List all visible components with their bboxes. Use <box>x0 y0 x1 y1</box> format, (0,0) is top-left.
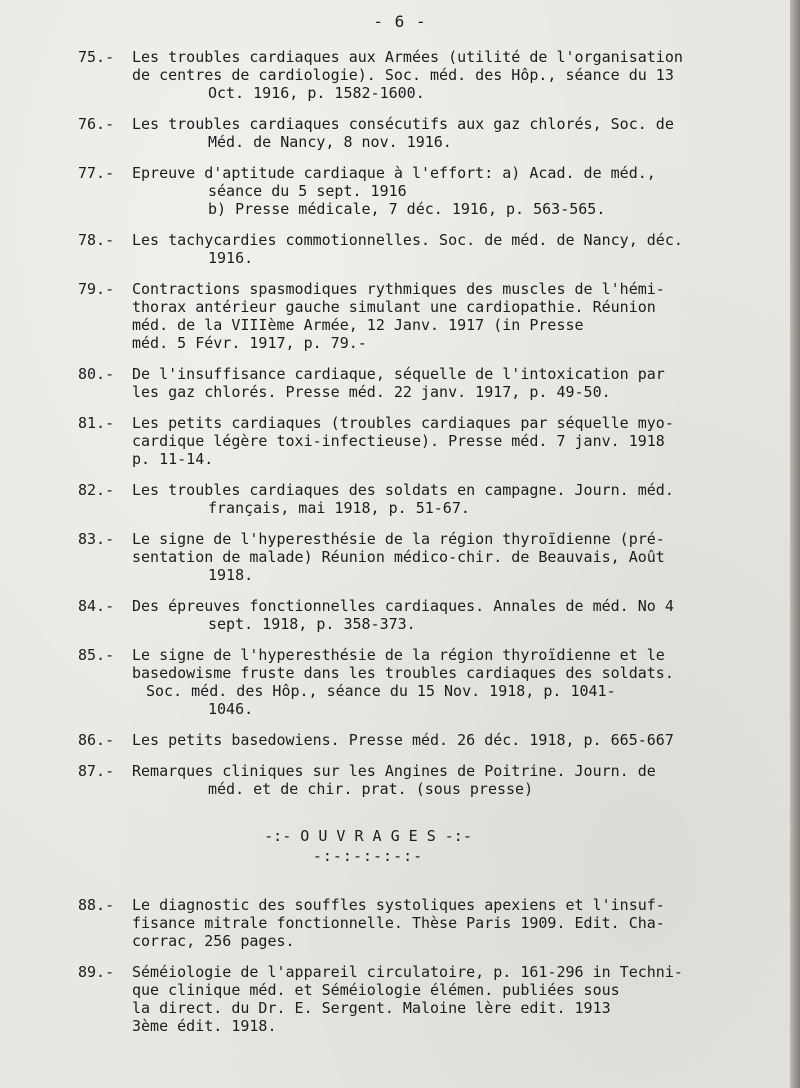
books-list <box>78 896 778 1035</box>
entry-line: b) Presse médicale, 7 déc. 1916, p. 563-565. <box>208 200 606 218</box>
entry-line: Les petits cardiaques (troubles cardiaques par séquelle myo- <box>132 414 674 432</box>
entry-line: Méd. de Nancy, 8 nov. 1916. <box>208 133 452 151</box>
entry-number: 81.- <box>78 414 115 432</box>
bibliography-entry <box>78 963 778 1035</box>
entry-line: sentation de malade) Réunion médico-chir. de Beauvais, Août <box>132 548 665 566</box>
entry-text <box>132 231 778 267</box>
entry-line: la direct. du Dr. E. Sergent. Maloine lère edit. 1913 <box>132 999 611 1017</box>
entry-text <box>132 731 778 749</box>
entry-line: Le diagnostic des souffles systoliques apexiens et l'insuf- <box>132 896 665 914</box>
section-underline: -:-:-:-:-:- <box>312 847 424 865</box>
entry-line: Les troubles cardiaques aux Armées (utilité de l'organisation <box>132 48 683 66</box>
entry-line: Le signe de l'hyperesthésie de la région thyroïdienne (pré- <box>132 530 665 548</box>
entry-number: 84.- <box>78 597 115 615</box>
bibliography-entry <box>78 481 778 517</box>
section-title: -:- O U V R A G E S -:- <box>264 827 472 845</box>
entry-line: Séméiologie de l'appareil circulatoire, p. 161-296 in Techni- <box>132 963 683 981</box>
entry-line: corrac, 256 pages. <box>132 932 295 950</box>
entry-number: 80.- <box>78 365 115 383</box>
bibliography-entry <box>78 530 778 584</box>
page-edge-shadow <box>790 0 800 1088</box>
entry-text <box>132 896 778 950</box>
entry-text <box>132 365 778 401</box>
entry-line: Les tachycardies commotionnelles. Soc. de méd. de Nancy, déc. <box>132 231 683 249</box>
entry-number: 87.- <box>78 762 115 780</box>
entry-line: Les troubles cardiaques consécutifs aux gaz chlorés, Soc. de <box>132 115 674 133</box>
entry-text <box>132 164 778 218</box>
entry-number: 83.- <box>78 530 115 548</box>
entry-line: Les petits basedowiens. Presse méd. 26 déc. 1918, p. 665-667 <box>132 731 674 749</box>
entry-number: 86.- <box>78 731 115 749</box>
entry-line: français, mai 1918, p. 51-67. <box>208 499 470 517</box>
entry-line: Le signe de l'hyperesthésie de la région thyroïdienne et le <box>132 646 665 664</box>
entry-number: 77.- <box>78 164 115 182</box>
entry-line: Les troubles cardiaques des soldats en campagne. Journ. méd. <box>132 481 674 499</box>
entry-line: fisance mitrale fonctionnelle. Thèse Paris 1909. Edit. Cha- <box>132 914 665 932</box>
section-heading <box>78 826 778 866</box>
entry-line: séance du 5 sept. 1916 <box>208 182 407 200</box>
bibliography-entry <box>78 365 778 401</box>
entry-line: basedowisme fruste dans les troubles cardiaques des soldats. <box>132 664 674 682</box>
entry-line: cardique légère toxi-infectieuse). Presse méd. 7 janv. 1918 <box>132 432 665 450</box>
entry-line: p. 11-14. <box>132 450 214 468</box>
entry-line: que clinique méd. et Séméiologie élémen. publiées sous <box>132 981 620 999</box>
entry-line: Oct. 1916, p. 1582-1600. <box>208 84 425 102</box>
entry-text <box>132 597 778 633</box>
entry-text <box>132 280 778 352</box>
entry-text <box>132 963 778 1035</box>
entry-line: Remarques cliniques sur les Angines de Poitrine. Journ. de <box>132 762 656 780</box>
entry-line: thorax antérieur gauche simulant une cardiopathie. Réunion <box>132 298 656 316</box>
entry-line: Soc. méd. des Hôp., séance du 15 Nov. 1918, p. 1041- <box>146 682 616 700</box>
bibliography-list <box>78 48 778 1048</box>
entry-number: 76.- <box>78 115 115 133</box>
entry-number: 82.- <box>78 481 115 499</box>
entry-number: 88.- <box>78 896 115 914</box>
bibliography-entry <box>78 646 778 718</box>
entry-line: les gaz chlorés. Presse méd. 22 janv. 1917, p. 49-50. <box>132 383 611 401</box>
entry-text <box>132 48 778 102</box>
entry-line: 1916. <box>208 249 254 267</box>
entry-line: De l'insuffisance cardiaque, séquelle de l'intoxication par <box>132 365 665 383</box>
entry-number: 89.- <box>78 963 115 981</box>
entry-line: Epreuve d'aptitude cardiaque à l'effort: a) Acad. de méd., <box>132 164 656 182</box>
entry-line: sept. 1918, p. 358-373. <box>208 615 416 633</box>
entry-text <box>132 481 778 517</box>
bibliography-entry <box>78 597 778 633</box>
bibliography-entry <box>78 164 778 218</box>
entry-number: 78.- <box>78 231 115 249</box>
entry-line: 1046. <box>208 700 254 718</box>
bibliography-entry <box>78 414 778 468</box>
entry-number: 75.- <box>78 48 115 66</box>
entry-line: méd. et de chir. prat. (sous presse) <box>208 780 534 798</box>
entry-text <box>132 115 778 151</box>
entry-number: 79.- <box>78 280 115 298</box>
entry-text <box>132 530 778 584</box>
articles-list <box>78 48 778 798</box>
entry-line: méd. 5 Févr. 1917, p. 79.- <box>132 334 367 352</box>
bibliography-entry <box>78 731 778 749</box>
entry-line: de centres de cardiologie). Soc. méd. des Hôp., séance du 13 <box>132 66 674 84</box>
bibliography-entry <box>78 231 778 267</box>
entry-line: Des épreuves fonctionnelles cardiaques. Annales de méd. No 4 <box>132 597 674 615</box>
entry-text <box>132 414 778 468</box>
bibliography-entry <box>78 115 778 151</box>
entry-line: méd. de la VIIIème Armée, 12 Janv. 1917 (in Presse <box>132 316 584 334</box>
entry-line: 3ème édit. 1918. <box>132 1017 277 1035</box>
bibliography-entry <box>78 896 778 950</box>
bibliography-entry <box>78 280 778 352</box>
entry-line: 1918. <box>208 566 254 584</box>
bibliography-entry <box>78 48 778 102</box>
bibliography-entry <box>78 762 778 798</box>
entry-line: Contractions spasmodiques rythmiques des muscles de l'hémi- <box>132 280 665 298</box>
entry-text <box>132 646 778 718</box>
entry-text <box>132 762 778 798</box>
page-number: - 6 - <box>373 12 427 31</box>
entry-number: 85.- <box>78 646 115 664</box>
